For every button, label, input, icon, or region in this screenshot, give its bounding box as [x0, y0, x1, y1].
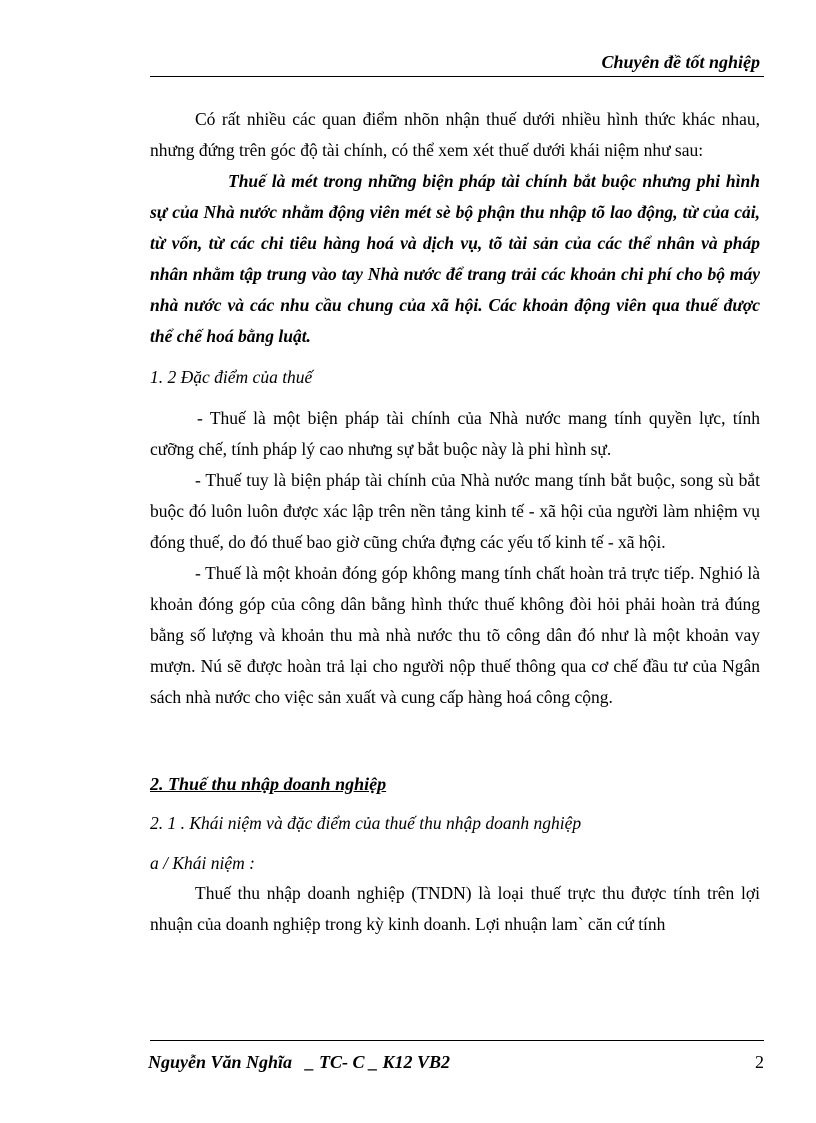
para-a-text: Thuế thu nhập doanh nghiệp (TNDN) là loại thuế trực thu được tính trên lợi nhuận của doanh nghiệp trong kỳ kinh doanh. Lợi nhuận lam` căn cứ tính	[150, 883, 760, 934]
bullet-item: - Thuế tuy là biện pháp tài chính của Nhà nước mang tính bắt buộc, song sù bắt buộc đó luôn luôn được xác lập trên nền tảng kinh tế - xã hội của người làm nhiệm vụ đóng thuế, do đó thuế bao giờ cũng chứa đựng các yếu tố kinh tế - xã hội.	[150, 470, 760, 552]
section-1-2-heading: 1. 2 Đặc điểm của thuế	[150, 367, 313, 387]
header-title: Chuyên đề tốt nghiệp	[601, 52, 760, 72]
tax-definition: Thuế là mét trong những biện pháp tài chính bắt buộc nhưng phi hình sự của Nhà nước nhằm động viên mét sè bộ phận thu nhập tõ lao động, từ của cải, từ vốn, từ các chi tiêu hàng hoá và dịch vụ, tõ tài sản của các thể nhân và pháp nhân nhằm tập trung vào tay Nhà nước để trang trải các khoản chi phí cho bộ máy nhà nước và các nhu cầu chung của xã hội. Các khoản động viên qua thuế được thể chế hoá bằng luật.	[150, 171, 760, 346]
bullet-item: - Thuế là một khoản đóng góp không mang tính chất hoàn trả trực tiếp. Nghió là khoản đóng góp của công dân bằng hình thức thuế không đòi hỏi phải hoàn trả đúng bằng số lượng và khoản thu mà nhà nước thu tõ công dân đó như là một khoản vay mượn. Nú sẽ được hoàn trả lại cho người nộp thuế thông qua cơ chế đầu tư của Ngân sách nhà nước cho việc sản xuất và cung cấp hàng hoá công cộng.	[150, 563, 760, 707]
footer-rule	[150, 1040, 764, 1041]
intro-paragraph: Có rất nhiều các quan điểm nhõn nhận thuế dưới nhiều hình thức khác nhau, nhưng đứng trên góc độ tài chính, có thể xem xét thuế dưới khái niệm như sau:	[150, 109, 760, 160]
footer-author: Nguyễn Văn Nghĩa _ TC- C _ K12 VB2	[148, 1052, 451, 1072]
document-body	[150, 104, 760, 940]
header-rule	[150, 76, 764, 77]
page-number: 2	[755, 1052, 764, 1072]
section-2-1-heading: 2. 1 . Khái niệm và đặc điểm của thuế thu nhập doanh nghiệp	[150, 813, 582, 833]
section-2-heading: 2. Thuế thu nhập doanh nghiệp	[150, 774, 387, 794]
para-a-heading: a / Khái niệm :	[150, 853, 255, 873]
bullet-item: - Thuế là một biện pháp tài chính của Nhà nước mang tính quyền lực, tính cưỡng chế, tính pháp lý cao nhưng sự bắt buộc này là phi hình sự.	[150, 408, 760, 459]
